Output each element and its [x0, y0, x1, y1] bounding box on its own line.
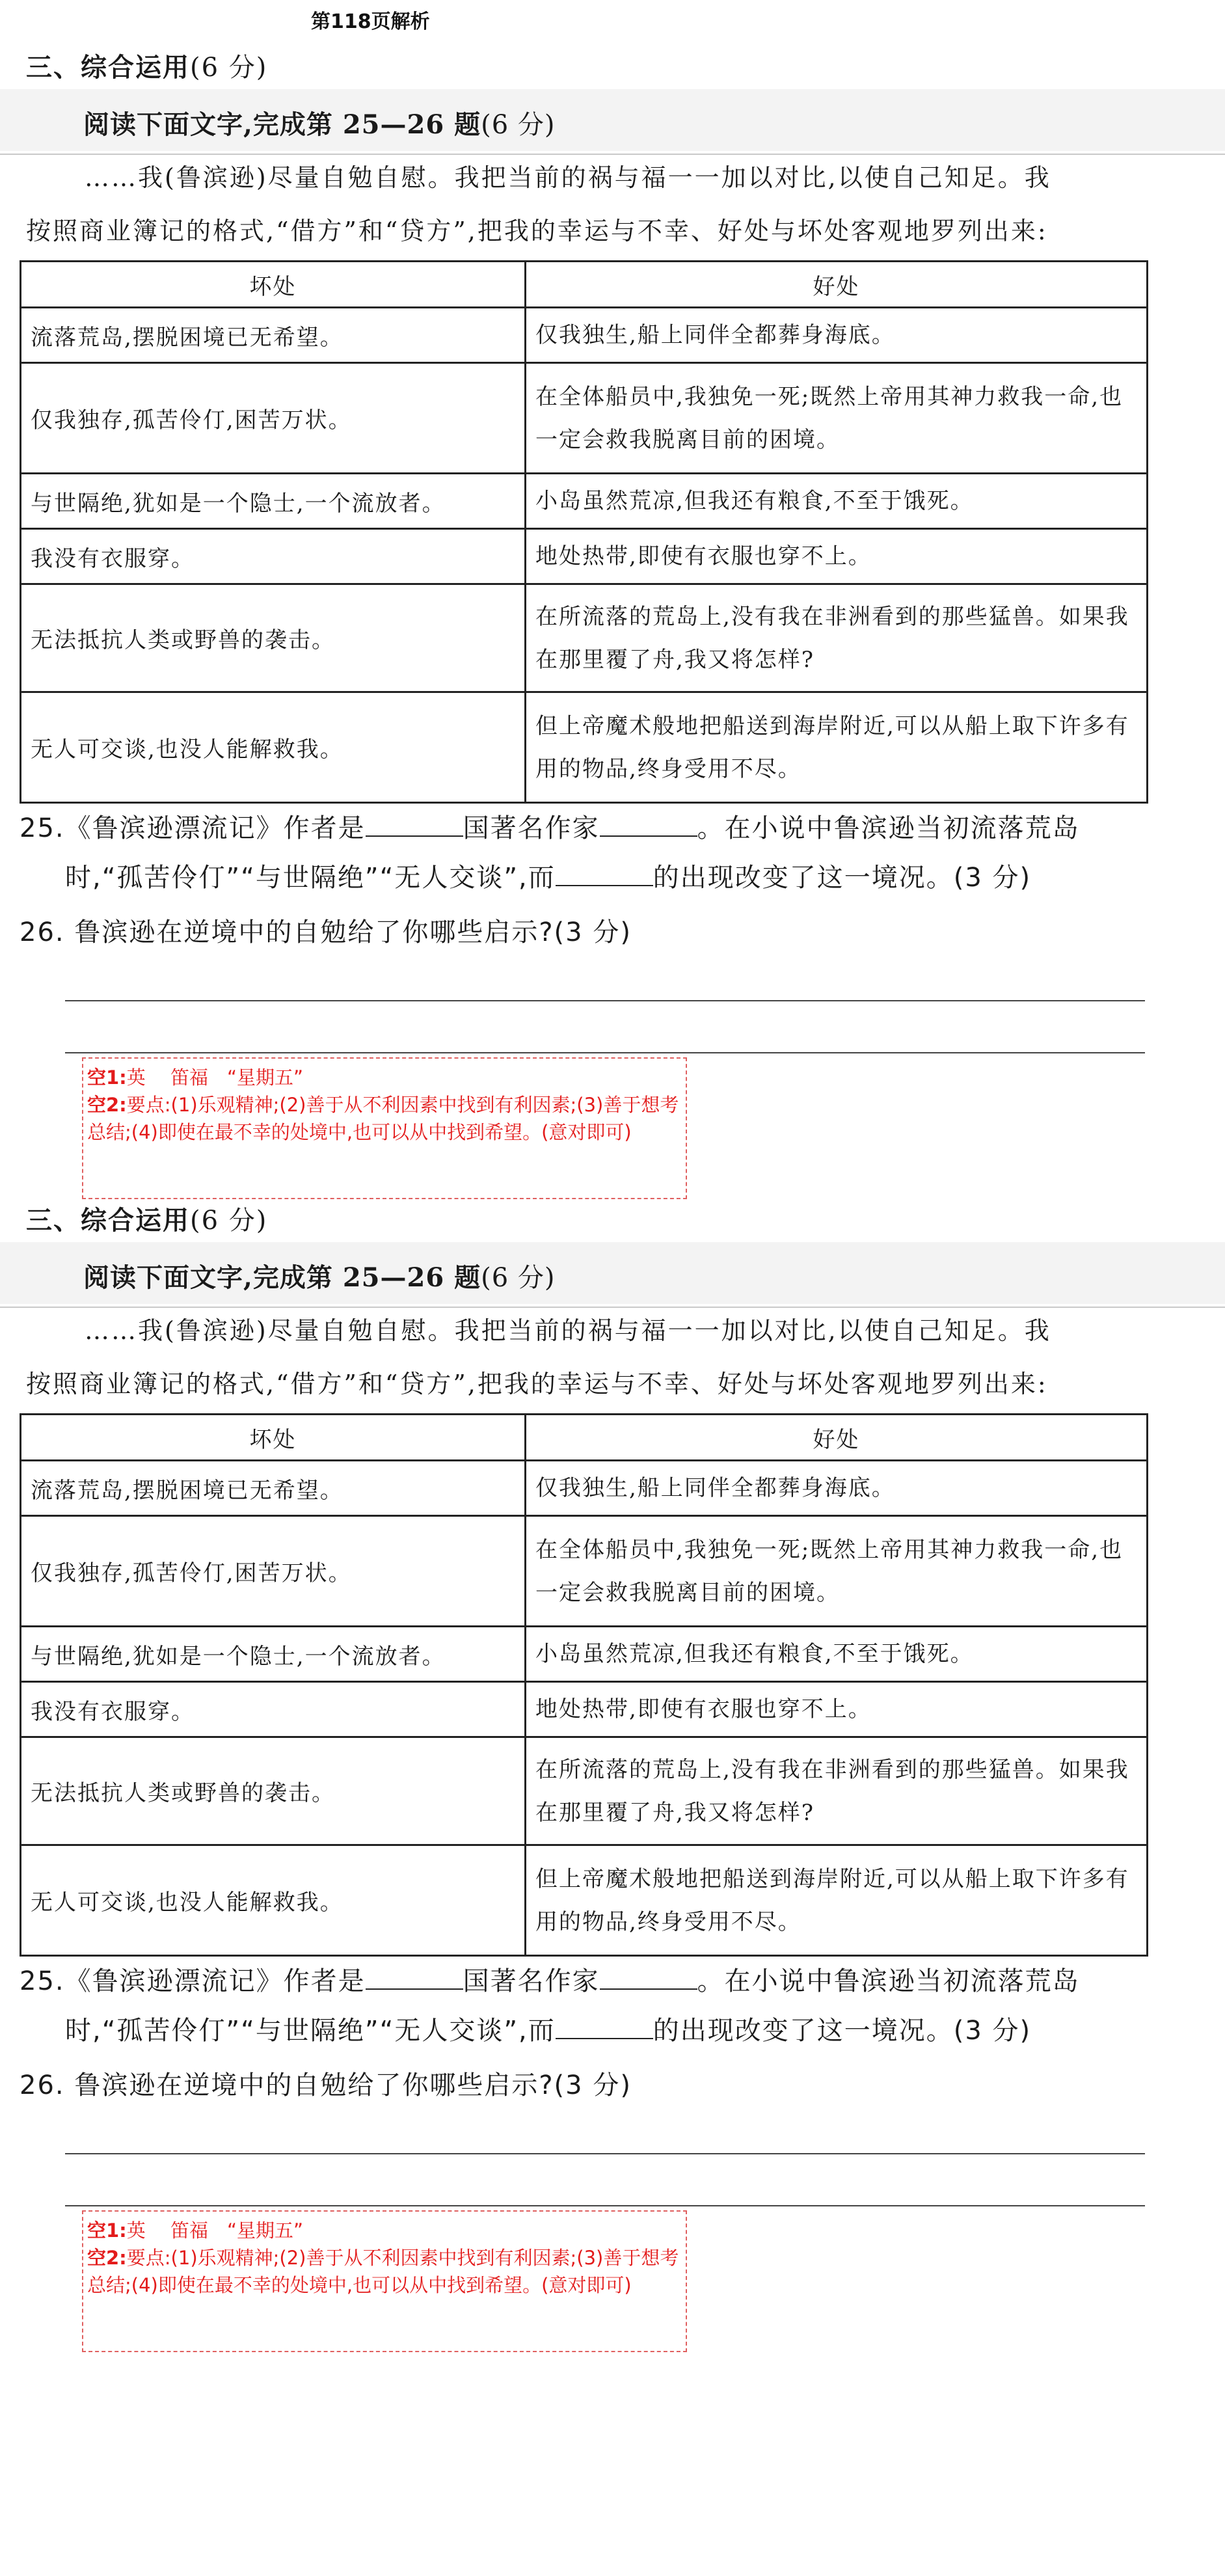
answer-box: 空1:英 笛福 “星期五” 空2:要点:(1)乐观精神;(2)善于从不利因素中找到有利因素;(3)善于想考总结;(4)即使在最不幸的处境中,也可以从中找到希望。(意对即可)	[82, 1057, 687, 1199]
table-cell: 地处热带,即使有衣服也穿不上。	[526, 529, 1148, 584]
passage	[26, 151, 1145, 258]
passage-line: 按照商业簿记的格式,“借方”和“贷方”,把我的幸运与不幸、好处与坏处客观地罗列出来:	[26, 217, 1048, 245]
table-row	[21, 474, 1148, 529]
table-cell: 流落荒岛,摆脱困境已无希望。	[21, 308, 526, 363]
table-cell: 流落荒岛,摆脱困境已无希望。	[21, 1461, 526, 1516]
answer-line[interactable]	[65, 1000, 1145, 1001]
answer-blank[interactable]	[366, 813, 463, 837]
answer-blank[interactable]	[556, 2016, 653, 2039]
answer-blank[interactable]	[600, 813, 697, 837]
table-cell: 小岛虽然荒凉,但我还有粮食,不至于饿死。	[526, 1627, 1148, 1682]
answer-blank[interactable]	[556, 863, 653, 886]
table-cell: 与世隔绝,犹如是一个隐士,一个流放者。	[21, 1627, 526, 1682]
passage-line: ……我(鲁滨逊)尽量自勉自慰。我把当前的祸与福一一加以对比,以使自己知足。我	[85, 163, 1051, 192]
instruction: 阅读下面文字,完成第 25—26 题(6 分)	[83, 1262, 556, 1293]
table-row	[21, 1682, 1148, 1737]
table-cell: 我没有衣服穿。	[21, 529, 526, 584]
answer-box: 空1:英 笛福 “星期五” 空2:要点:(1)乐观精神;(2)善于从不利因素中找到有利因素;(3)善于想考总结;(4)即使在最不幸的处境中,也可以从中找到希望。(意对即可)	[82, 2210, 687, 2352]
table-cell: 我没有衣服穿。	[21, 1682, 526, 1737]
answer-blank[interactable]	[600, 1966, 697, 1990]
passage-line: ……我(鲁滨逊)尽量自勉自慰。我把当前的祸与福一一加以对比,以使自己知足。我	[85, 1316, 1051, 1345]
answer-blank[interactable]	[366, 1966, 463, 1990]
table-cell: 在所流落的荒岛上,没有我在非洲看到的那些猛兽。如果我在那里覆了舟,我又将怎样?	[526, 1737, 1148, 1845]
table-cell: 地处热带,即使有衣服也穿不上。	[526, 1682, 1148, 1737]
question-25: 25.《鲁滨逊漂流记》作者是 国著名作家 。在小说中鲁滨逊当初流落荒岛 时,“孤苦伶仃”“与世隔绝”“无人交谈”,而 的出现改变了这一境况。(3 分)	[20, 1966, 1080, 2046]
table-row	[21, 692, 1148, 803]
answer-line[interactable]	[65, 2205, 1145, 2206]
table-row	[21, 1845, 1148, 1956]
table-cell: 但上帝魔术般地把船送到海岸附近,可以从船上取下许多有用的物品,终身受用不尽。	[526, 1845, 1148, 1956]
table-row	[21, 363, 1148, 474]
ledger-table	[20, 1413, 1148, 1957]
section-title: 三、综合运用(6 分)	[26, 1205, 268, 1236]
table-cell: 仅我独存,孤苦伶仃,困苦万状。	[21, 363, 526, 474]
passage	[26, 1304, 1145, 1411]
question-block	[0, 1153, 1225, 2428]
table-header-bad: 坏处	[21, 262, 526, 308]
table-cell: 无人可交谈,也没人能解救我。	[21, 1845, 526, 1956]
table-row	[21, 308, 1148, 363]
table-cell: 仅我独生,船上同伴全都葬身海底。	[526, 308, 1148, 363]
section-title: 三、综合运用(6 分)	[26, 52, 268, 83]
table-cell: 在全体船员中,我独免一死;既然上帝用其神力救我一命,也一定会救我脱离目前的困境。	[526, 363, 1148, 474]
ledger-table	[20, 260, 1148, 804]
answer-line[interactable]	[65, 1052, 1145, 1053]
question-26: 26. 鲁滨逊在逆境中的自勉给了你哪些启示?(3 分)	[20, 2070, 632, 2100]
page-header: 第118页解析	[311, 10, 430, 33]
table-row	[21, 1737, 1148, 1845]
table-row	[21, 584, 1148, 692]
question-25: 25.《鲁滨逊漂流记》作者是 国著名作家 。在小说中鲁滨逊当初流落荒岛 时,“孤苦伶仃”“与世隔绝”“无人交谈”,而 的出现改变了这一境况。(3 分)	[20, 813, 1080, 893]
table-row	[21, 1461, 1148, 1516]
table-cell: 仅我独存,孤苦伶仃,困苦万状。	[21, 1516, 526, 1627]
table-header-good: 好处	[526, 1415, 1148, 1461]
table-cell: 无法抵抗人类或野兽的袭击。	[21, 1737, 526, 1845]
table-header-bad: 坏处	[21, 1415, 526, 1461]
table-cell: 与世隔绝,犹如是一个隐士,一个流放者。	[21, 474, 526, 529]
table-cell: 无法抵抗人类或野兽的袭击。	[21, 584, 526, 692]
table-cell: 在所流落的荒岛上,没有我在非洲看到的那些猛兽。如果我在那里覆了舟,我又将怎样?	[526, 584, 1148, 692]
instruction: 阅读下面文字,完成第 25—26 题(6 分)	[83, 109, 556, 140]
table-row	[21, 1516, 1148, 1627]
table-row	[21, 529, 1148, 584]
table-cell: 仅我独生,船上同伴全都葬身海底。	[526, 1461, 1148, 1516]
table-row	[21, 1627, 1148, 1682]
table-cell: 但上帝魔术般地把船送到海岸附近,可以从船上取下许多有用的物品,终身受用不尽。	[526, 692, 1148, 803]
table-cell: 在全体船员中,我独免一死;既然上帝用其神力救我一命,也一定会救我脱离目前的困境。	[526, 1516, 1148, 1627]
passage-line: 按照商业簿记的格式,“借方”和“贷方”,把我的幸运与不幸、好处与坏处客观地罗列出来:	[26, 1370, 1048, 1398]
table-header-good: 好处	[526, 262, 1148, 308]
question-block	[0, 0, 1225, 1275]
question-26: 26. 鲁滨逊在逆境中的自勉给了你哪些启示?(3 分)	[20, 917, 632, 947]
table-cell: 无人可交谈,也没人能解救我。	[21, 692, 526, 803]
answer-line[interactable]	[65, 2153, 1145, 2154]
table-cell: 小岛虽然荒凉,但我还有粮食,不至于饿死。	[526, 474, 1148, 529]
